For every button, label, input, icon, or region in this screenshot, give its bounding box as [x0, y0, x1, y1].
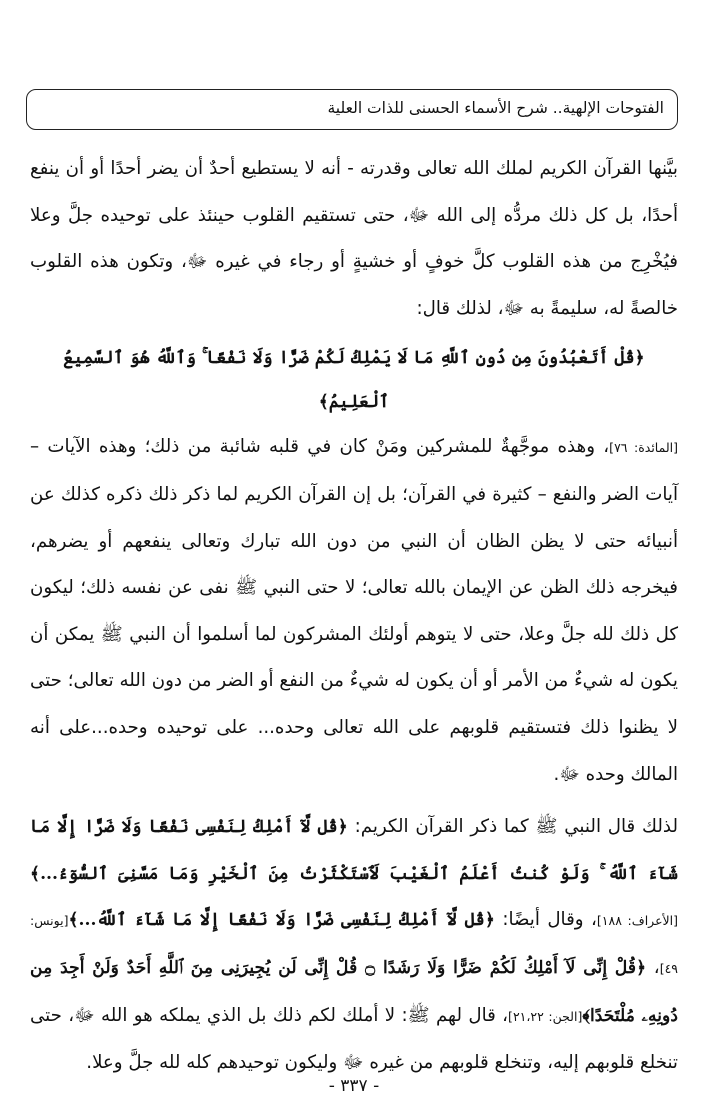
running-header-title: الفتوحات الإلهية.. شرح الأسماء الحسنى للذات العلية: [327, 99, 664, 117]
paragraph-1: [30, 146, 678, 798]
verse-reference-araf: [الأعراف: ١٨٨]: [596, 913, 679, 929]
paragraph-2-conclusion: ، قال لهم ﷺ: لا أملك لكم ذلك بل الذي يملكه هو الله ﷻ، حتى تنخلع قلوبهم إليه، وتنخلع قلوبهم من غيره ﷻ وليكون توحيدهم كله لله جلَّ وعلا.: [30, 1004, 678, 1074]
verse-reference-maida: [المائدة: ٧٦]: [609, 440, 679, 456]
paragraph-2-connector: ، وقال أيضًا:: [494, 909, 597, 931]
verse-reference-jinn: [الجن: ٢١،٢٢]: [508, 1008, 583, 1024]
quran-verse-yunus-49: ﴿قُل لَّآ أَمْلِكُ لِنَفْسِى ضَرًّا وَلَا نَفْعًا إِلَّا مَا شَآءَ ٱللَّهُ...﴾: [68, 910, 495, 931]
paragraph-2-separator: ،: [646, 956, 660, 978]
paragraph-2: [30, 804, 678, 1087]
paragraph-2-intro: لذلك قال النبي ﷺ كما ذكر القرآن الكريم:: [347, 816, 678, 838]
quran-verse-maida-76: ﴿قُلْ أَتَعْبُدُونَ مِن دُونِ ٱللَّهِ مَا لَا يَمْلِكُ لَكُمْ ضَرًّا وَلَا نَفْعًا ۚ وَٱللَّهُ هُوَ ٱلسَّمِيعُ ٱلْعَلِيمُ﴾: [63, 348, 645, 413]
page-body: [30, 146, 678, 1087]
paragraph-1-text: بيَّنها القرآن الكريم لملك الله تعالى وقدرته - أنه لا يستطيع أحدٌ أن يضر أحدًا أو أن ينفع أحدًا، بل كل ذلك مردُّه إلى الله ﷻ، حتى تستقيم القلوب حينئذ على توحيده جلَّ وعلا فيُخْرِج من هذه القلوب كلَّ خوفٍ أو خشيةٍ أو رجاء في غيره ﷻ، وتكون هذه القلوب خالصةً له، سليمةً به ﷻ، لذلك قال:: [30, 158, 678, 319]
verse-reference-yunus: [يونس: ٤٩]: [30, 913, 679, 976]
quran-verse-jinn-21-22: ﴿قُلْ إِنِّى لَآ أَمْلِكُ لَكُمْ ضَرًّا وَلَا رَشَدًا ۝ قُلْ إِنِّى لَن يُجِيرَنِى مِنَ ٱللَّهِ أَحَدٌ وَلَنْ أَجِدَ مِن دُونِهِۦ مُلْتَحَدًا﴾: [30, 957, 678, 1026]
paragraph-1-continuation: ، وهذه موجَّهةٌ للمشركين ومَنْ كان في قلبه شائبة من ذلك؛ وهذه الآيات – آيات الضر والنفع – كثيرة في القرآن؛ بل إن القرآن الكريم لما ذكر ذلك ذكره كذلك عن أنبيائه حتى لا يظن الظان أن النبي من دون الله تبارك وتعالى ينفعهم أو يضرهم، فيخرجه ذلك الظن عن الإيمان بالله تعالى؛ لا حتى النبي ﷺ نفى عن نفسه ذلك؛ ليكون كل ذلك لله جلَّ وعلا، حتى لا يتوهم أولئك المشركون لما أسلموا أن النبي ﷺ يمكن أن يكون له شيءٌ من الأمر أو أن يكون له شيءٌ من النفع أو الضر من دون الله تعالى؛ حتى لا يظنوا ذلك فتستقيم قلوبهم على الله تعالى وحده... على توحيده وحده...على أنه المالك وحده ﷻ.: [30, 436, 678, 785]
quran-verse-araf-188: ﴿قُل لَّآ أَمْلِكُ لِنَفْسِى نَفْعًا وَلَا ضَرًّا إِلَّا مَا شَآءَ ٱللَّهُ ۚ وَلَوْ كُنتُ أَعْلَمُ ٱلْغَيْبَ لَٱسْتَكْثَرْتُ مِنَ ٱلْخَيْرِ وَمَا مَسَّنِىَ ٱلسُّوٓءُ...﴾: [30, 817, 678, 884]
page-number: - ٣٣٧ -: [328, 1076, 380, 1096]
running-header-frame: [26, 89, 678, 130]
